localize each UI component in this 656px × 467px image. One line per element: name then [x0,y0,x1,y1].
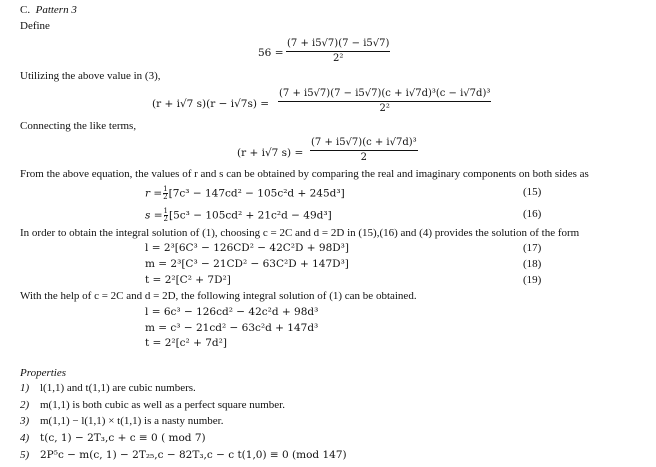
connecting-text: Connecting the like terms, [20,120,137,132]
eq17: l = 2³[6C³ − 126CD² − 42C²D + 98D³] [145,242,349,254]
eq16-half [164,208,168,223]
integral-text: In order to obtain the integral solution of (1), choosing c = 2C and d = 2D in (15),(16) and (4) provides the solution of the form [20,227,580,239]
eq2-denominator: 2² [379,103,390,114]
properties-title: Properties [20,367,67,379]
eq1-numerator: (7 + i5√7)(7 − i5√7) [286,38,390,52]
eq1-denominator: 2² [333,53,344,64]
eq16-half-den: 2 [163,215,168,223]
eq17-number: (17) [523,242,542,254]
eq15-number: (15) [523,186,542,198]
eq15-rhs: [7c³ − 147cd² − 105c²d + 245d³] [168,187,345,200]
section-heading [20,4,77,17]
define-text: Define [20,20,50,32]
solution-l: l = 6c³ − 126cd² − 42c²d + 98d³ [145,306,319,318]
eq16 [145,208,332,223]
eq2-numerator: (7 + i5√7)(7 − i5√7)(c + i√7d)³(c − i√7d)³ [278,88,491,102]
property-item: 2) m(1,1) is both cubic as well as a perfect square number. [20,399,285,411]
eq3-denominator: 2 [360,152,368,163]
eq19: t = 2²[C² + 7D²] [145,274,231,286]
eq15-lhs: r = [145,187,163,200]
property-item: 3) m(1,1) − l(1,1) × t(1,1) is a nasty number. [20,415,224,427]
eq3-fraction [310,137,418,164]
utilizing-text: Utilizing the above value in (3), [20,70,161,82]
eq16-rhs: [5c³ − 105cd² + 21c²d − 49d³] [169,209,332,222]
eq3-lhs: (r + i√7 s) = [237,147,304,159]
from-text: From the above equation, the values of r and s can be obtained by comparing the real and imaginary components on both sides as [20,168,589,180]
eq3-numerator: (7 + i5√7)(c + i√7d)³ [310,137,418,151]
help-text: With the help of c = 2C and d = 2D, the following integral solution of (1) can be obtained. [20,290,417,302]
solution-m: m = c³ − 21cd² − 63c²d + 147d³ [145,322,319,334]
eq18-number: (18) [523,258,542,270]
eq15-half [163,186,167,201]
eq16-number: (16) [523,208,542,220]
section-title: Pattern 3 [35,4,77,16]
eq19-number: (19) [523,274,542,286]
eq15-half-num: 1 [163,185,168,193]
section-label: C. [20,4,31,16]
eq2-lhs: (r + i√7 s)(r − i√7s) = [152,98,270,110]
property-item: 1) l(1,1) and t(1,1) are cubic numbers. [20,382,196,394]
eq16-lhs: s = [145,209,163,222]
property-item: 4) t(c, 1) − 2T₃,c + c ≡ 0 ( mod 7) [20,432,206,444]
eq1-lhs: 56 = [258,47,284,59]
solution-t: t = 2²[c² + 7d²] [145,337,227,349]
eq15-half-den: 2 [163,193,168,201]
eq1-fraction [286,38,390,65]
eq16-half-num: 1 [163,207,168,215]
property-item: 5) 2P⁵c − m(c, 1) − 2T₂₅,c − 82T₃,c − c t(1,0) ≡ 0 (mod 147) [20,449,347,461]
eq2-fraction [278,88,491,115]
eq18: m = 2³[C³ − 21CD² − 63C²D + 147D³] [145,258,349,270]
eq15 [145,186,345,201]
